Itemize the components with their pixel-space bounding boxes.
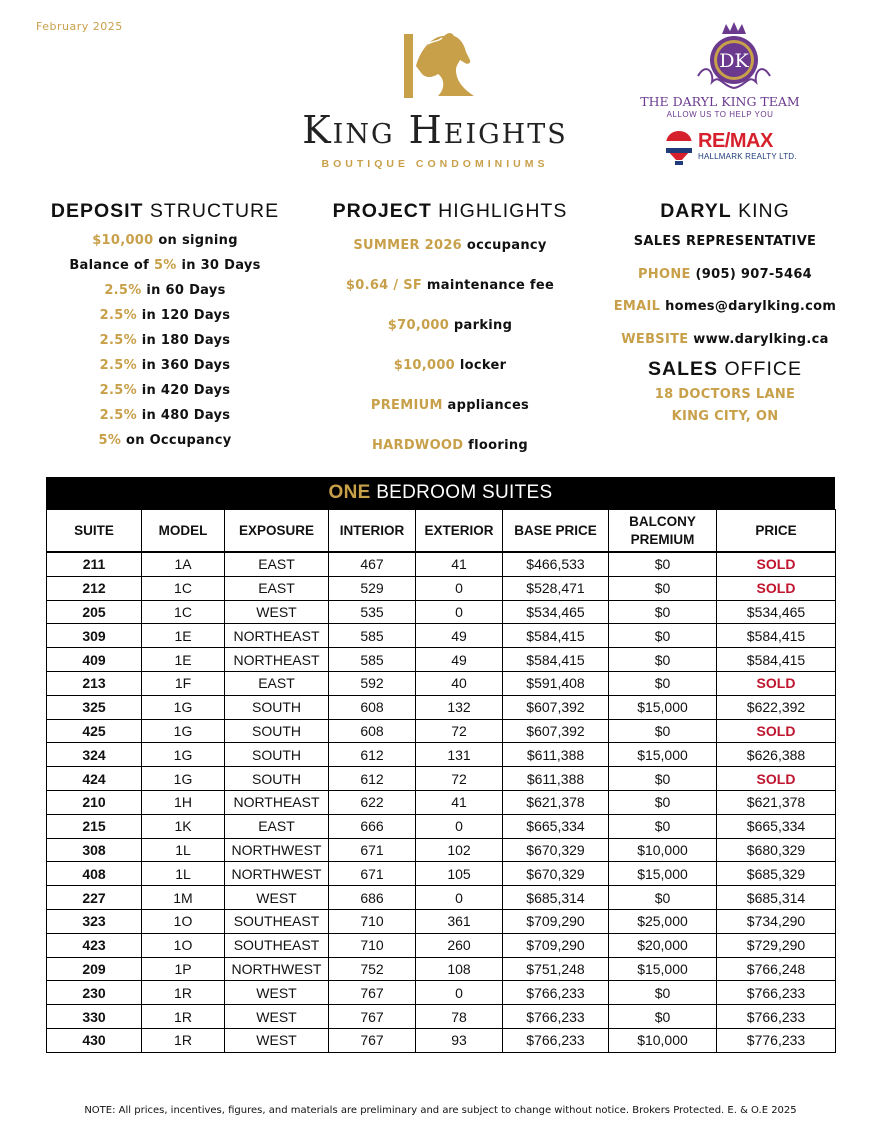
email-link[interactable]: EMAIL homes@darylking.com: [613, 299, 837, 314]
highlight-line: $10,000 locker: [393, 358, 507, 373]
table-row: [47, 648, 836, 672]
suite-cell: 211: [47, 552, 142, 576]
suite-cell: 424: [47, 767, 142, 791]
price-cell: $680,329: [717, 838, 836, 862]
deposit-line: 2.5% in 60 Days: [104, 283, 226, 298]
table-cell: $20,000: [609, 933, 717, 957]
table-cell: $766,233: [503, 981, 609, 1005]
table-cell: $709,290: [503, 909, 609, 933]
table-cell: $15,000: [609, 957, 717, 981]
suites-table-section: [46, 477, 835, 1053]
table-cell: 0: [416, 576, 503, 600]
table-cell: WEST: [225, 886, 329, 910]
table-cell: $0: [609, 814, 717, 838]
price-cell: $729,290: [717, 933, 836, 957]
table-cell: NORTHEAST: [225, 790, 329, 814]
table-cell: $15,000: [609, 743, 717, 767]
remax-subtitle: HALLMARK REALTY LTD.: [698, 152, 797, 161]
table-cell: 1E: [142, 648, 225, 672]
office-address-line-1: 18 DOCTORS LANE: [654, 387, 796, 402]
table-row: [47, 886, 836, 910]
table-cell: 467: [329, 552, 416, 576]
table-cell: 752: [329, 957, 416, 981]
horse-head-logo: [398, 30, 478, 102]
suite-cell: 309: [47, 624, 142, 648]
table-cell: $0: [609, 767, 717, 791]
table-cell: 1O: [142, 909, 225, 933]
highlight-line: HARDWOOD flooring: [371, 438, 528, 453]
table-row: [47, 600, 836, 624]
table-cell: 1G: [142, 719, 225, 743]
table-cell: $0: [609, 552, 717, 576]
table-cell: 1P: [142, 957, 225, 981]
table-cell: 1C: [142, 600, 225, 624]
table-cell: 72: [416, 719, 503, 743]
table-cell: $621,378: [503, 790, 609, 814]
table-cell: SOUTHEAST: [225, 933, 329, 957]
table-cell: $25,000: [609, 909, 717, 933]
table-cell: $528,471: [503, 576, 609, 600]
table-cell: 1A: [142, 552, 225, 576]
team-slogan: ALLOW US TO HELP YOU: [666, 110, 774, 119]
table-cell: 1C: [142, 576, 225, 600]
table-cell: WEST: [225, 981, 329, 1005]
table-cell: SOUTH: [225, 695, 329, 719]
suite-cell: 209: [47, 957, 142, 981]
table-cell: $0: [609, 886, 717, 910]
table-cell: 1O: [142, 933, 225, 957]
table-cell: 49: [416, 648, 503, 672]
price-cell: SOLD: [717, 671, 836, 695]
table-cell: $0: [609, 981, 717, 1005]
table-row: [47, 719, 836, 743]
table-cell: 93: [416, 1028, 503, 1052]
table-row: [47, 981, 836, 1005]
table-cell: $584,415: [503, 648, 609, 672]
table-cell: $0: [609, 790, 717, 814]
suite-cell: 213: [47, 671, 142, 695]
price-cell: $534,465: [717, 600, 836, 624]
team-name: THE DARYL KING TEAM: [640, 94, 800, 109]
column-header: EXPOSURE: [225, 510, 329, 553]
table-cell: 72: [416, 767, 503, 791]
table-cell: $0: [609, 576, 717, 600]
table-cell: $766,233: [503, 1028, 609, 1052]
table-cell: EAST: [225, 576, 329, 600]
table-cell: 1E: [142, 624, 225, 648]
table-cell: 1R: [142, 1005, 225, 1029]
table-cell: 535: [329, 600, 416, 624]
table-row: [47, 957, 836, 981]
suite-cell: 308: [47, 838, 142, 862]
table-header-row: [47, 510, 836, 553]
column-header: PRICE: [717, 510, 836, 553]
price-cell: $626,388: [717, 743, 836, 767]
table-cell: 1G: [142, 767, 225, 791]
suite-cell: 230: [47, 981, 142, 1005]
table-cell: 131: [416, 743, 503, 767]
table-cell: $584,415: [503, 624, 609, 648]
table-cell: 529: [329, 576, 416, 600]
table-cell: 622: [329, 790, 416, 814]
svg-text:DK: DK: [719, 50, 749, 72]
agent-role: SALES REPRESENTATIVE: [633, 234, 817, 249]
deposit-line: 2.5% in 120 Days: [99, 308, 231, 323]
table-cell: $10,000: [609, 838, 717, 862]
suite-cell: 324: [47, 743, 142, 767]
table-cell: 1M: [142, 886, 225, 910]
table-cell: 0: [416, 814, 503, 838]
table-row: [47, 933, 836, 957]
column-header: BASE PRICE: [503, 510, 609, 553]
table-cell: EAST: [225, 814, 329, 838]
disclaimer-note: NOTE: All prices, incentives, figures, and materials are preliminary and are subject to change without notice. Brokers Protected. E. & O.E 2025: [84, 1105, 797, 1116]
table-cell: 41: [416, 552, 503, 576]
table-cell: 767: [329, 1005, 416, 1029]
table-cell: $0: [609, 671, 717, 695]
suite-cell: 423: [47, 933, 142, 957]
table-cell: 585: [329, 648, 416, 672]
table-cell: 40: [416, 671, 503, 695]
suite-cell: 430: [47, 1028, 142, 1052]
table-cell: 767: [329, 1028, 416, 1052]
table-cell: NORTHWEST: [225, 862, 329, 886]
price-cell: SOLD: [717, 552, 836, 576]
deposit-line: 5% on Occupancy: [98, 433, 232, 448]
table-cell: $0: [609, 624, 717, 648]
crown-monogram-crest: [692, 22, 776, 96]
suite-cell: 205: [47, 600, 142, 624]
table-row: [47, 1005, 836, 1029]
table-row: [47, 862, 836, 886]
table-cell: $670,329: [503, 838, 609, 862]
table-cell: 710: [329, 933, 416, 957]
table-cell: $0: [609, 648, 717, 672]
table-cell: $751,248: [503, 957, 609, 981]
table-cell: WEST: [225, 1028, 329, 1052]
table-cell: 608: [329, 719, 416, 743]
table-cell: 1G: [142, 695, 225, 719]
table-cell: 612: [329, 767, 416, 791]
website-link[interactable]: WEBSITE www.darylking.ca: [621, 331, 829, 347]
table-row: [47, 695, 836, 719]
suite-cell: 425: [47, 719, 142, 743]
price-cell: $621,378: [717, 790, 836, 814]
table-cell: $607,392: [503, 695, 609, 719]
table-cell: 102: [416, 838, 503, 862]
table-cell: EAST: [225, 671, 329, 695]
table-row: [47, 790, 836, 814]
table-cell: SOUTH: [225, 767, 329, 791]
table-cell: $15,000: [609, 862, 717, 886]
deposit-line: 2.5% in 480 Days: [99, 408, 231, 423]
table-cell: $0: [609, 719, 717, 743]
table-cell: $611,388: [503, 743, 609, 767]
suite-cell: 227: [47, 886, 142, 910]
table-row: [47, 767, 836, 791]
table-row: [47, 671, 836, 695]
price-cell: $622,392: [717, 695, 836, 719]
suite-cell: 215: [47, 814, 142, 838]
column-header: BALCONY PREMIUM: [609, 510, 717, 553]
price-cell: $685,314: [717, 886, 836, 910]
table-cell: 1L: [142, 862, 225, 886]
table-row: [47, 909, 836, 933]
table-cell: 671: [329, 838, 416, 862]
table-cell: 666: [329, 814, 416, 838]
table-cell: 260: [416, 933, 503, 957]
highlight-line: SUMMER 2026 occupancy: [353, 238, 547, 253]
table-cell: 686: [329, 886, 416, 910]
brand-name: King Heights: [302, 108, 568, 152]
price-cell: $766,233: [717, 1005, 836, 1029]
suite-cell: 323: [47, 909, 142, 933]
table-title: ONE BEDROOM SUITES: [46, 477, 835, 509]
column-header: MODEL: [142, 510, 225, 553]
table-cell: SOUTH: [225, 719, 329, 743]
table-cell: 767: [329, 981, 416, 1005]
table-cell: WEST: [225, 600, 329, 624]
table-cell: $15,000: [609, 695, 717, 719]
deposit-line: 2.5% in 360 Days: [99, 358, 231, 373]
table-row: [47, 838, 836, 862]
table-cell: $709,290: [503, 933, 609, 957]
table-cell: 585: [329, 624, 416, 648]
table-cell: EAST: [225, 552, 329, 576]
table-row: [47, 743, 836, 767]
table-cell: 41: [416, 790, 503, 814]
sales-office-heading: SALES OFFICE: [648, 358, 802, 380]
suite-cell: 330: [47, 1005, 142, 1029]
table-row: [47, 552, 836, 576]
table-cell: $665,334: [503, 814, 609, 838]
table-cell: $534,465: [503, 600, 609, 624]
deposit-structure: [20, 200, 310, 453]
table-row: [47, 1028, 836, 1052]
table-cell: 1H: [142, 790, 225, 814]
table-cell: 105: [416, 862, 503, 886]
deposit-line: 2.5% in 180 Days: [99, 333, 231, 348]
price-cell: $685,329: [717, 862, 836, 886]
deposit-line: $10,000 on signing: [92, 233, 238, 248]
agent-heading: DARYL KING: [660, 200, 790, 222]
table-cell: 49: [416, 624, 503, 648]
table-cell: NORTHWEST: [225, 957, 329, 981]
price-cell: SOLD: [717, 576, 836, 600]
suite-cell: 408: [47, 862, 142, 886]
table-cell: 361: [416, 909, 503, 933]
highlight-line: $0.64 / SF maintenance fee: [345, 278, 555, 293]
highlight-line: PREMIUM appliances: [370, 398, 530, 413]
table-cell: $0: [609, 1005, 717, 1029]
highlight-line: $70,000 parking: [387, 318, 513, 333]
table-cell: $670,329: [503, 862, 609, 886]
table-cell: $466,533: [503, 552, 609, 576]
table-cell: 0: [416, 600, 503, 624]
suite-cell: 409: [47, 648, 142, 672]
table-cell: $607,392: [503, 719, 609, 743]
price-cell: $766,248: [717, 957, 836, 981]
table-cell: 0: [416, 981, 503, 1005]
table-cell: 1K: [142, 814, 225, 838]
table-cell: NORTHEAST: [225, 648, 329, 672]
suite-cell: 325: [47, 695, 142, 719]
table-cell: $591,408: [503, 671, 609, 695]
table-cell: 612: [329, 743, 416, 767]
price-cell: $776,233: [717, 1028, 836, 1052]
price-cell: $584,415: [717, 624, 836, 648]
table-cell: 592: [329, 671, 416, 695]
suite-cell: 210: [47, 790, 142, 814]
table-row: [47, 814, 836, 838]
deposit-line: 2.5% in 420 Days: [99, 383, 231, 398]
price-cell: SOLD: [717, 719, 836, 743]
document-date: February 2025: [36, 20, 123, 33]
office-address-line-2: KING CITY, ON: [671, 409, 779, 424]
table-cell: 1G: [142, 743, 225, 767]
project-heading: PROJECT HIGHLIGHTS: [332, 200, 568, 222]
price-cell: $665,334: [717, 814, 836, 838]
table-cell: NORTHEAST: [225, 624, 329, 648]
agent-contact: [590, 200, 860, 428]
price-cell: $734,290: [717, 909, 836, 933]
table-cell: 132: [416, 695, 503, 719]
table-cell: SOUTHEAST: [225, 909, 329, 933]
remax-wordmark: RE/MAX: [698, 130, 773, 152]
table-cell: 1R: [142, 1028, 225, 1052]
remax-balloon-icon: [664, 130, 694, 166]
column-header: EXTERIOR: [416, 510, 503, 553]
table-cell: WEST: [225, 1005, 329, 1029]
deposit-heading: DEPOSIT STRUCTURE: [50, 200, 280, 222]
price-cell: $766,233: [717, 981, 836, 1005]
column-header: INTERIOR: [329, 510, 416, 553]
table-cell: $766,233: [503, 1005, 609, 1029]
table-cell: 1R: [142, 981, 225, 1005]
suites-table: [46, 509, 836, 1053]
phone-line[interactable]: PHONE (905) 907-5464: [637, 266, 813, 282]
brand-tagline: BOUTIQUE CONDOMINIUMS: [321, 158, 549, 170]
table-row: [47, 576, 836, 600]
deposit-line: Balance of 5% in 30 Days: [69, 258, 261, 273]
table-cell: 78: [416, 1005, 503, 1029]
table-cell: 608: [329, 695, 416, 719]
table-cell: 1F: [142, 671, 225, 695]
table-row: [47, 624, 836, 648]
table-cell: $10,000: [609, 1028, 717, 1052]
table-cell: 108: [416, 957, 503, 981]
table-cell: 1L: [142, 838, 225, 862]
price-cell: $584,415: [717, 648, 836, 672]
price-cell: SOLD: [717, 767, 836, 791]
table-cell: NORTHWEST: [225, 838, 329, 862]
table-cell: $0: [609, 600, 717, 624]
table-cell: $611,388: [503, 767, 609, 791]
table-cell: 671: [329, 862, 416, 886]
suite-cell: 212: [47, 576, 142, 600]
project-highlights: [300, 200, 600, 466]
table-cell: SOUTH: [225, 743, 329, 767]
column-header: SUITE: [47, 510, 142, 553]
table-cell: 710: [329, 909, 416, 933]
table-cell: 0: [416, 886, 503, 910]
table-cell: $685,314: [503, 886, 609, 910]
